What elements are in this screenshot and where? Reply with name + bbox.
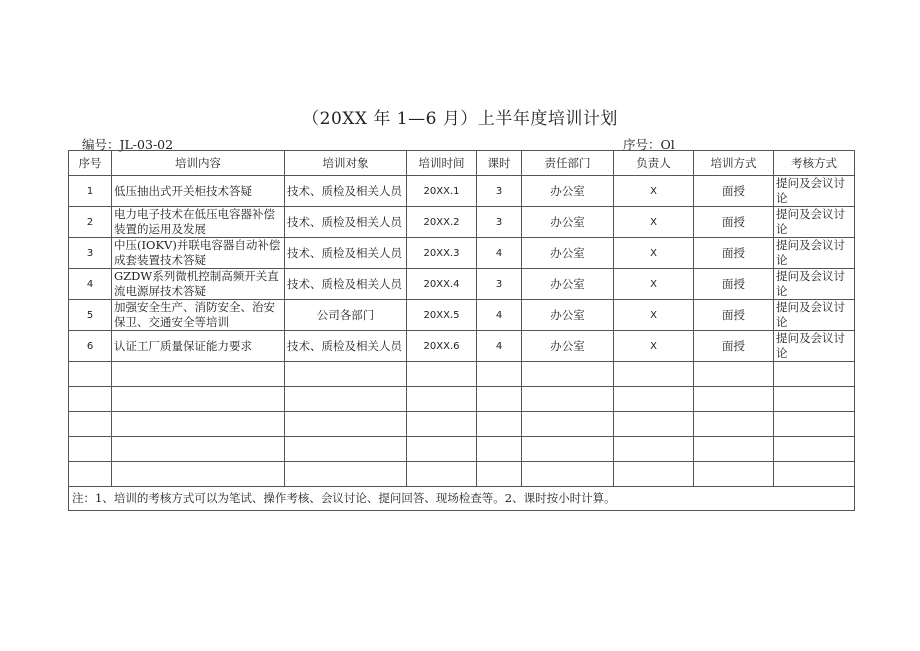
table-row: [69, 331, 855, 362]
cell-target: 技术、质检及相关人员: [285, 269, 407, 300]
empty-row: [69, 412, 855, 437]
header-assessment: 考核方式: [774, 151, 855, 176]
cell-hours: 3: [477, 269, 522, 300]
cell-time: 20XX.5: [407, 300, 477, 331]
empty-row: [69, 437, 855, 462]
header-target: 培训对象: [285, 151, 407, 176]
header-content: 培训内容: [112, 151, 285, 176]
cell-method: 面授: [694, 176, 774, 207]
cell-assessment: 提问及会议讨论: [774, 269, 855, 300]
cell-person: X: [614, 207, 694, 238]
header-method: 培训方式: [694, 151, 774, 176]
header-person: 负责人: [614, 151, 694, 176]
cell-assessment: 提问及会议讨论: [774, 176, 855, 207]
cell-person: X: [614, 238, 694, 269]
cell-department: 办公室: [522, 207, 614, 238]
cell-hours: 3: [477, 207, 522, 238]
cell-department: 办公室: [522, 238, 614, 269]
cell-seq: 3: [69, 238, 112, 269]
cell-method: 面授: [694, 300, 774, 331]
header-department: 责任部门: [522, 151, 614, 176]
table-row: [69, 238, 855, 269]
table-header-row: [69, 151, 855, 176]
note-row: [69, 487, 855, 511]
cell-seq: 2: [69, 207, 112, 238]
cell-target: 技术、质检及相关人员: [285, 331, 407, 362]
cell-person: X: [614, 269, 694, 300]
cell-seq: 5: [69, 300, 112, 331]
table-row: [69, 300, 855, 331]
table-row: [69, 269, 855, 300]
cell-target: 公司各部门: [285, 300, 407, 331]
header-time: 培训时间: [407, 151, 477, 176]
cell-seq: 6: [69, 331, 112, 362]
cell-seq: 4: [69, 269, 112, 300]
cell-department: 办公室: [522, 269, 614, 300]
cell-hours: 4: [477, 238, 522, 269]
cell-time: 20XX.1: [407, 176, 477, 207]
cell-content: 中压(IOKV)并联电容器自动补偿成套装置技术答疑: [112, 238, 285, 269]
cell-time: 20XX.2: [407, 207, 477, 238]
cell-seq: 1: [69, 176, 112, 207]
header-hours: 课时: [477, 151, 522, 176]
cell-content: 加强安全生产、消防安全、治安保卫、交通安全等培训: [112, 300, 285, 331]
cell-department: 办公室: [522, 176, 614, 207]
cell-content: 电力电子技术在低压电容器补偿装置的运用及发展: [112, 207, 285, 238]
cell-time: 20XX.3: [407, 238, 477, 269]
cell-target: 技术、质检及相关人员: [285, 238, 407, 269]
cell-assessment: 提问及会议讨论: [774, 207, 855, 238]
cell-assessment: 提问及会议讨论: [774, 238, 855, 269]
cell-target: 技术、质检及相关人员: [285, 207, 407, 238]
document-sequence: 序号：Ol: [623, 137, 675, 152]
table-row: [69, 176, 855, 207]
header-seq: 序号: [69, 151, 112, 176]
cell-hours: 4: [477, 331, 522, 362]
cell-method: 面授: [694, 269, 774, 300]
cell-method: 面授: [694, 207, 774, 238]
empty-row: [69, 387, 855, 412]
cell-person: X: [614, 331, 694, 362]
cell-content: 低压抽出式开关柜技术答疑: [112, 176, 285, 207]
table-note: 注：1、培训的考核方式可以为笔试、操作考核、会议讨论、提问回答、现场检查等。2、课时按小时计算。: [69, 487, 855, 511]
cell-time: 20XX.6: [407, 331, 477, 362]
cell-content: GZDW系列微机控制高频开关直流电源屏技术答疑: [112, 269, 285, 300]
cell-person: X: [614, 300, 694, 331]
document-title: （20XX 年 1—6 月）上半年度培训计划: [302, 109, 618, 129]
cell-department: 办公室: [522, 331, 614, 362]
cell-method: 面授: [694, 331, 774, 362]
cell-assessment: 提问及会议讨论: [774, 300, 855, 331]
cell-person: X: [614, 176, 694, 207]
table-row: [69, 207, 855, 238]
training-plan-table: [68, 150, 855, 511]
empty-row: [69, 462, 855, 487]
cell-method: 面授: [694, 238, 774, 269]
empty-row: [69, 362, 855, 387]
cell-hours: 4: [477, 300, 522, 331]
cell-content: 认证工厂质量保证能力要求: [112, 331, 285, 362]
cell-hours: 3: [477, 176, 522, 207]
document-number: 编号：JL-03-02: [82, 137, 174, 152]
cell-target: 技术、质检及相关人员: [285, 176, 407, 207]
cell-time: 20XX.4: [407, 269, 477, 300]
cell-department: 办公室: [522, 300, 614, 331]
cell-assessment: 提问及会议讨论: [774, 331, 855, 362]
